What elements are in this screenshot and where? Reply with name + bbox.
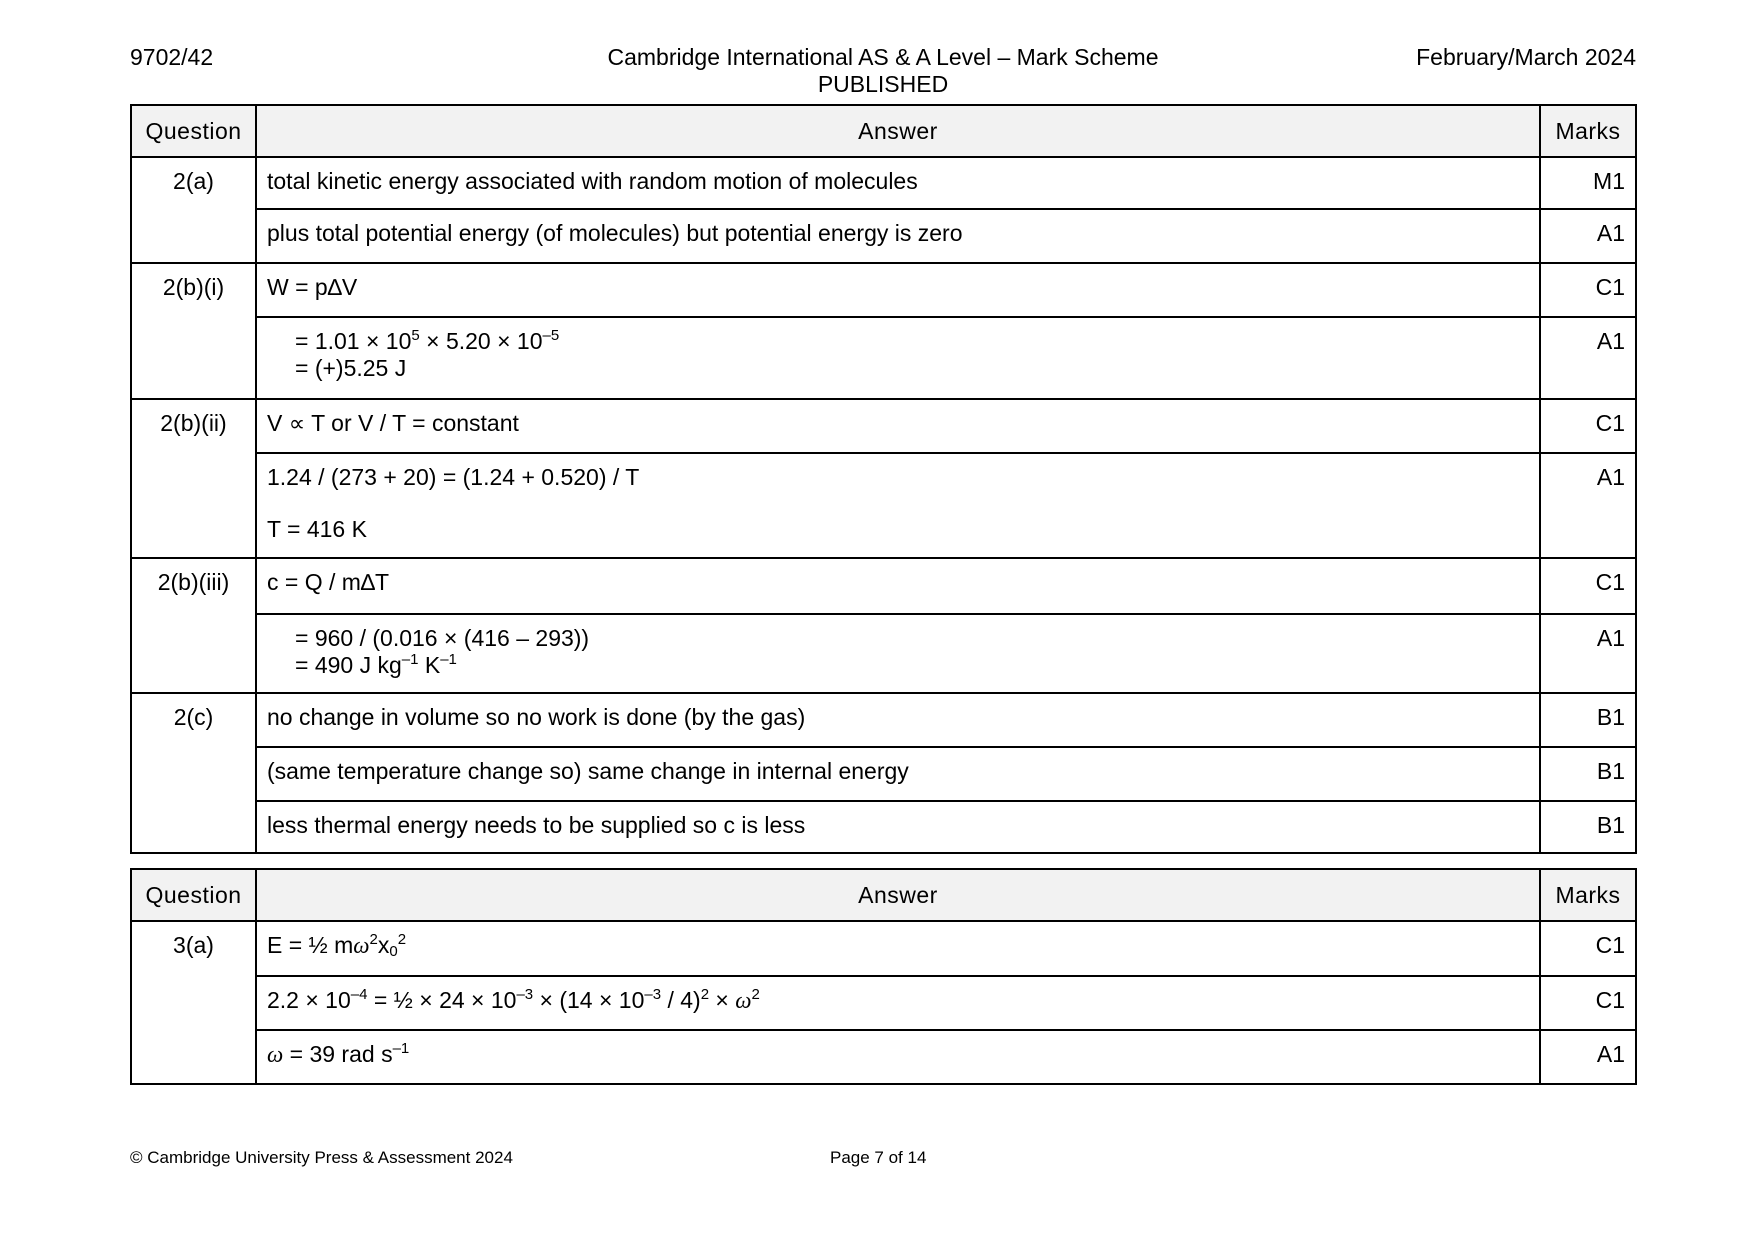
exponent: –1 bbox=[440, 651, 457, 668]
question-label: 2(b)(iii) bbox=[131, 558, 256, 693]
formula-part: K bbox=[418, 652, 441, 678]
formula-part: 2.2 × 10 bbox=[267, 987, 351, 1013]
question-label: 2(b)(ii) bbox=[131, 399, 256, 558]
mark-scheme-table-question-3 bbox=[130, 868, 1637, 1085]
formula-part: = 39 rad s bbox=[283, 1041, 393, 1067]
answer-cell bbox=[256, 1030, 1540, 1084]
formula-part: x bbox=[377, 932, 390, 958]
formula-part: × (14 × 10 bbox=[533, 987, 645, 1013]
exponent: –1 bbox=[401, 651, 419, 668]
mark-cell: C1 bbox=[1540, 921, 1636, 976]
table-row bbox=[131, 747, 1636, 801]
document-title: Cambridge International AS & A Level – Mark Scheme bbox=[607, 44, 1159, 70]
working-line bbox=[267, 328, 1529, 355]
question-label: 3(a) bbox=[131, 921, 256, 1084]
mark-cell: B1 bbox=[1540, 747, 1636, 801]
exponent: –3 bbox=[644, 986, 662, 1003]
formula-part: W bbox=[267, 274, 289, 300]
table-header-row bbox=[131, 105, 1636, 157]
working-line bbox=[267, 652, 1529, 679]
exponent: 2 bbox=[397, 931, 407, 948]
mark-cell: B1 bbox=[1540, 693, 1636, 747]
formula-part: = 1.01 × 10 bbox=[295, 328, 412, 354]
answer-cell bbox=[256, 453, 1540, 558]
question-label: 2(a) bbox=[131, 157, 256, 263]
document-title-block bbox=[130, 44, 1636, 98]
omega-symbol: ω bbox=[267, 1042, 284, 1067]
table-row bbox=[131, 157, 1636, 209]
table-row bbox=[131, 801, 1636, 853]
answer-cell bbox=[256, 921, 1540, 976]
table-header-row bbox=[131, 869, 1636, 921]
table-row bbox=[131, 558, 1636, 614]
formula-part: = p bbox=[288, 274, 328, 300]
exam-session: February/March 2024 bbox=[1416, 44, 1636, 70]
answer-cell bbox=[256, 263, 1540, 317]
formula-part: / 4) bbox=[661, 987, 701, 1013]
answer-column-header: Answer bbox=[256, 105, 1540, 157]
table-row bbox=[131, 209, 1636, 263]
mark-cell: C1 bbox=[1540, 558, 1636, 614]
working-line: = (+)5.25 J bbox=[295, 355, 407, 381]
copyright-notice: © Cambridge University Press & Assessment 2024 bbox=[130, 1148, 513, 1167]
answer-cell: no change in volume so no work is done (by the gas) bbox=[256, 693, 1540, 747]
page-header bbox=[130, 44, 1636, 98]
table-row bbox=[131, 921, 1636, 976]
answer-cell bbox=[256, 614, 1540, 693]
exponent: 2 bbox=[369, 931, 378, 948]
working-line: T = 416 K bbox=[267, 516, 367, 542]
answer-cell bbox=[256, 317, 1540, 399]
mark-cell: C1 bbox=[1540, 399, 1636, 453]
question-label: 2(c) bbox=[131, 693, 256, 853]
exponent: –4 bbox=[350, 986, 368, 1003]
question-column-header: Question bbox=[131, 105, 256, 157]
table-row bbox=[131, 1030, 1636, 1084]
mark-cell: A1 bbox=[1540, 317, 1636, 399]
mark-cell: M1 bbox=[1540, 157, 1636, 209]
formula-part: ∆ bbox=[327, 274, 342, 300]
table-row bbox=[131, 317, 1636, 399]
table-row bbox=[131, 614, 1636, 693]
formula-part: E = ½ m bbox=[267, 932, 354, 958]
mark-cell: B1 bbox=[1540, 801, 1636, 853]
exponent: –1 bbox=[392, 1040, 410, 1057]
exponent: –3 bbox=[516, 986, 534, 1003]
answer-cell: less thermal energy needs to be supplied so c is less bbox=[256, 801, 1540, 853]
mark-scheme-table-question-2 bbox=[130, 104, 1637, 854]
exponent: 2 bbox=[700, 986, 710, 1003]
working-line: 1.24 / (273 + 20) = (1.24 + 0.520) / T bbox=[267, 464, 640, 490]
document-subtitle: PUBLISHED bbox=[817, 71, 949, 97]
syllabus-code: 9702/42 bbox=[130, 44, 214, 70]
line-gap bbox=[267, 491, 1529, 516]
answer-cell: (same temperature change so) same change in internal energy bbox=[256, 747, 1540, 801]
table-row bbox=[131, 399, 1636, 453]
exponent: –5 bbox=[542, 327, 560, 344]
table-row bbox=[131, 263, 1636, 317]
mark-cell: C1 bbox=[1540, 976, 1636, 1030]
omega-symbol: ω bbox=[735, 988, 752, 1013]
question-column-header: Question bbox=[131, 869, 256, 921]
answer-cell: total kinetic energy associated with random motion of molecules bbox=[256, 157, 1540, 209]
exponent: 5 bbox=[411, 327, 420, 344]
table-row bbox=[131, 693, 1636, 747]
mark-cell: A1 bbox=[1540, 614, 1636, 693]
formula-part: × bbox=[709, 987, 736, 1013]
mark-cell: A1 bbox=[1540, 453, 1636, 558]
answer-cell: plus total potential energy (of molecules) but potential energy is zero bbox=[256, 209, 1540, 263]
marks-column-header: Marks bbox=[1540, 869, 1636, 921]
page-number: Page 7 of 14 bbox=[830, 1148, 927, 1167]
marks-column-header: Marks bbox=[1540, 105, 1636, 157]
formula-part: = 490 J kg bbox=[295, 652, 402, 678]
table-row bbox=[131, 453, 1636, 558]
table-row bbox=[131, 976, 1636, 1030]
mark-cell: A1 bbox=[1540, 1030, 1636, 1084]
formula-part: × 5.20 × 10 bbox=[419, 328, 543, 354]
answer-cell bbox=[256, 976, 1540, 1030]
omega-symbol: ω bbox=[353, 933, 370, 958]
answer-cell: c = Q / m∆T bbox=[256, 558, 1540, 614]
exponent: 2 bbox=[751, 986, 760, 1003]
formula-part: V bbox=[341, 274, 358, 300]
question-label: 2(b)(i) bbox=[131, 263, 256, 399]
subscript: 0 bbox=[389, 943, 398, 960]
answer-cell: V ∝ T or V / T = constant bbox=[256, 399, 1540, 453]
mark-cell: C1 bbox=[1540, 263, 1636, 317]
mark-cell: A1 bbox=[1540, 209, 1636, 263]
answer-column-header: Answer bbox=[256, 869, 1540, 921]
formula-part: = ½ × 24 × 10 bbox=[367, 987, 517, 1013]
working-line: = 960 / (0.016 × (416 – 293)) bbox=[295, 625, 590, 651]
